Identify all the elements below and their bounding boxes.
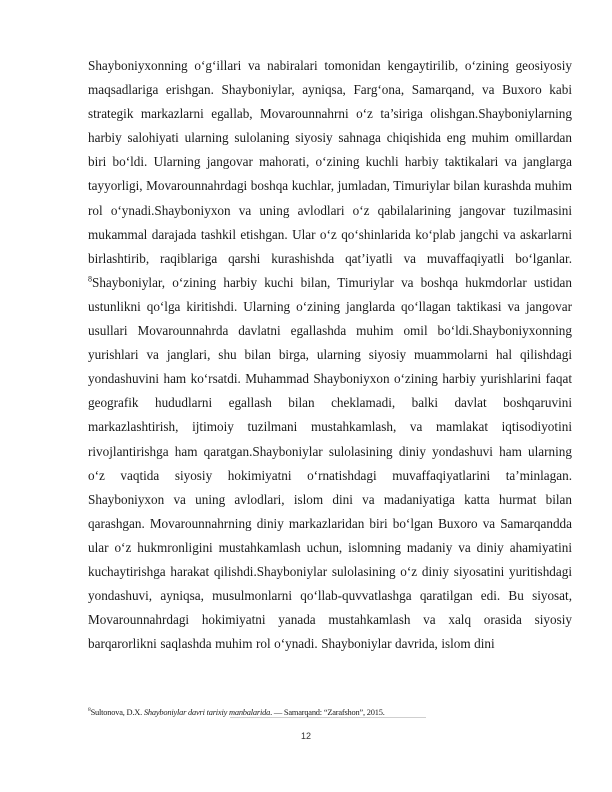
body-paragraph	[88, 54, 572, 656]
footnote-publication: . — Samarqand: “Zarafshon”, 2015.	[270, 708, 385, 717]
footnote-author: Sultonova, D.X.	[90, 708, 144, 717]
footer-divider	[230, 717, 426, 718]
body-text-part-2: Shayboniylar, o‘zining harbiy kuchi bilan, Timuriylar va boshqa hukmdorlar ustidan ustunlikni qo‘lga kiritishdi. Ularning o‘zining janglarda qo‘llagan taktikasi va jangovar usullari Movarounnahrda davlatni egallashda muhim omil bo‘ldi.Shayboniyxonning yurishlari va janglari, shu bilan birga, ularning siyosiy muammolarni hal qilishdagi yondashuvini ham ko‘rsatdi. Muhammad Shayboniyxon o‘zining harbiy yurishlarini faqat geografik hududlarni egallash bilan cheklamadi, balki davlat boshqaruvini markazlashtirish, ijtimoiy tuzilmani mustahkamlash, va mamlakat iqtisodiyotini rivojlantirishga ham qaratgan.Shayboniylar sulolasining diniy yondashuvi ham ularning o‘z vaqtida siyosiy hokimiyatni o‘rnatishdagi muvaffaqiyatlarini ta’minlagan. Shayboniyxon va uning avlodlari, islom dini va madaniyatiga katta hurmat bilan qarashgan. Movarounnahrning diniy markazlaridan biri bo‘lgan Buxoro va Samarqandda ular o‘z hukmronligini mustahkamlash uchun, islomning madaniy va diniy ahamiyatini kuchaytirishga harakat qilishdi.Shayboniylar sulolasining o‘z diniy siyosatini yuritishdagi yondashuvi, ayniqsa, musulmonlarni qo‘llab-quvvatlashga qaratilgan edi. Bu siyosat, Movarounnahrdagi hokimiyatni yanada mustahkamlash va xalq orasida siyosiy barqarorlikni saqlashda muhim rol o‘ynadi. Shayboniylar davrida, islom dini	[88, 274, 572, 652]
footnote-title: Shayboniylar davri tarixiy manbalarida	[143, 708, 271, 717]
body-text-part-1: Shayboniyxonning o‘g‘illari va nabiralari tomonidan kengaytirilib, o‘zining geosiyosiy maqsadlariga erishgan. Shayboniylar, ayniqsa, Farg‘ona, Samarqand, va Buxoro kabi strategik markazlarni egallab, Movarounnahrni o‘z ta’siriga olishgan.Shayboniylarning harbiy salohiyati ularning sulolaning siyosiy sahnaga chiqishida eng muhim omillardan biri bo‘ldi. Ularning jangovar mahorati, o‘zining kuchli harbiy taktikalari va janglarga tayyorligi, Movarounnahrdagi boshqa kuchlar, jumladan, Timuriylar bilan kurashda muhim rol o‘ynadi.Shayboniyxon va uning avlodlari o‘z qabilalarining jangovar tuzilmasini mukammal darajada tashkil etishgan. Ular o‘z qo‘shinlarida ko‘plab jangchi va askarlarni birlashtirib, raqiblariga qarshi kurashishda qat’iyatli va muvaffaqiyatli bo‘lganlar.	[88, 58, 572, 266]
footnote-marker: 8	[88, 707, 91, 714]
page-number: 12	[300, 731, 311, 741]
footnote-reference[interactable]: 8	[88, 274, 92, 284]
